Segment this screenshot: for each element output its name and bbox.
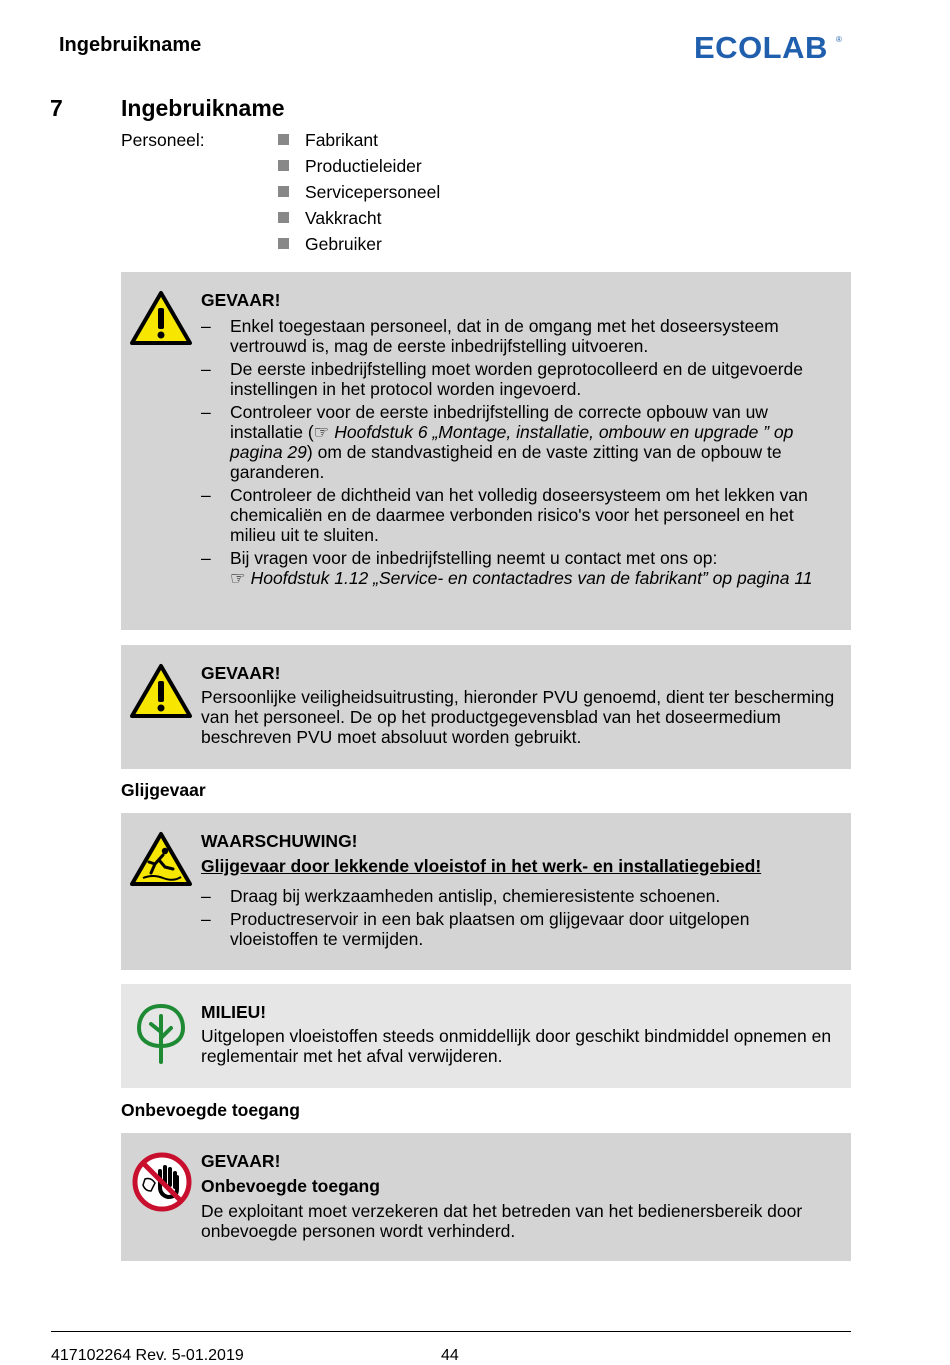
list-item: Gebruiker — [278, 234, 440, 260]
signal-word: WAARSCHUWING! — [201, 831, 358, 851]
footer-divider — [51, 1331, 851, 1332]
bullet-square-icon — [278, 186, 289, 197]
danger-notice-box — [121, 1133, 851, 1261]
footer-document-id: 417102264 Rev. 5-01.2019 — [51, 1347, 244, 1364]
reference-arrow-icon: ☞ — [313, 422, 330, 442]
personnel-list — [278, 130, 440, 260]
header-title: Ingebruikname — [59, 34, 202, 56]
list-item: Servicepersoneel — [278, 182, 440, 208]
chapter-number: 7 — [50, 95, 63, 121]
list-item: – Enkel toegestaan personeel, dat in de omgang met het doseersysteem vertrouwd is, mag de eerste inbedrijfstelling uitvoeren. — [201, 316, 779, 356]
warning-notice-box — [121, 813, 851, 970]
list-item: – De eerste inbedrijfstelling moet worden geprotocolleerd en de uitgevoerde instellingen in het protocol worden ingevoerd. — [201, 359, 803, 399]
notice-subtitle: Onbevoegde toegang — [201, 1176, 380, 1196]
notice-text: Persoonlijke veiligheidsuitrusting, hieronder PVU genoemd, dient ter bescherming van het personeel. De op het productgegevensblad van het doseermedium beschreven PVU moet absoluut worden gebruikt. — [201, 687, 835, 747]
section-heading: Glijgevaar — [121, 780, 206, 800]
no-access-icon — [131, 1151, 193, 1213]
svg-text:®: ® — [836, 35, 842, 44]
bullet-square-icon — [278, 160, 289, 171]
signal-word: GEVAAR! — [201, 290, 281, 310]
section-heading: Onbevoegde toegang — [121, 1100, 300, 1120]
ecolab-logo — [694, 30, 844, 64]
list-item: Productieleider — [278, 156, 440, 182]
signal-word: GEVAAR! — [201, 1151, 281, 1171]
reference-arrow-icon: ☞ — [230, 568, 246, 588]
list-item: Fabrikant — [278, 130, 440, 156]
bullet-square-icon — [278, 134, 289, 145]
slippery-surface-icon — [129, 831, 193, 887]
notice-subtitle: Glijgevaar door lekkende vloeistof in het werk- en installatiegebied! — [201, 856, 762, 876]
signal-word: MILIEU! — [201, 1002, 267, 1022]
personnel-label: Personeel: — [121, 130, 205, 150]
bullet-square-icon — [278, 238, 289, 249]
signal-word: GEVAAR! — [201, 663, 281, 683]
list-item: – Controleer voor de eerste inbedrijfstelling de correcte opbouw van uw installatie (☞ Hoofdstuk 6 „Montage, installatie, ombouw en upgrade ” op pagina 29) om de standvastigheid en de vaste zitting van de opbouw te garanderen. — [201, 402, 794, 482]
notice-text: De exploitant moet verzekeren dat het betreden van het bedienersbereik door onbevoegde personen wordt verhinderd. — [201, 1201, 803, 1241]
notice-text: Uitgelopen vloeistoffen steeds onmiddellijk door geschikt bindmiddel opnemen en reglementair met het afval verwijderen. — [201, 1026, 832, 1066]
environment-notice-box — [121, 984, 851, 1088]
cross-reference-link[interactable]: Hoofdstuk 6 „Montage, installatie, ombouw en upgrade ” op pagina 29 — [230, 422, 794, 462]
list-item: Vakkracht — [278, 208, 440, 234]
danger-notice-box — [121, 645, 851, 769]
environment-tree-icon — [135, 1002, 187, 1066]
svg-text:ECOLAB: ECOLAB — [694, 30, 828, 64]
chapter-title: Ingebruikname — [121, 95, 285, 121]
list-item: – Draag bij werkzaamheden antislip, chemieresistente schoenen. — [201, 886, 721, 906]
bullet-square-icon — [278, 212, 289, 223]
list-item: – Productreservoir in een bak plaatsen om glijgevaar door uitgelopen vloeistoffen te vermijden. — [201, 909, 750, 949]
cross-reference-link[interactable]: Hoofdstuk 1.12 „Service- en contactadres van de fabrikant” op pagina 11 — [250, 568, 813, 588]
warning-triangle-icon — [129, 663, 193, 719]
warning-triangle-icon — [129, 290, 193, 346]
list-item: – Bij vragen voor de inbedrijfstelling neemt u contact met ons op: ☞ Hoofdstuk 1.12 „Service- en contactadres van de fabrikant” op pagina 11 — [201, 548, 813, 588]
danger-notice-box — [121, 272, 851, 630]
list-item: – Controleer de dichtheid van het volledig doseersysteem om het lekken van chemicaliën en de daarmee verbonden risico's voor het personeel en het milieu uit te sluiten. — [201, 485, 808, 545]
footer-page-number: 44 — [441, 1347, 459, 1364]
